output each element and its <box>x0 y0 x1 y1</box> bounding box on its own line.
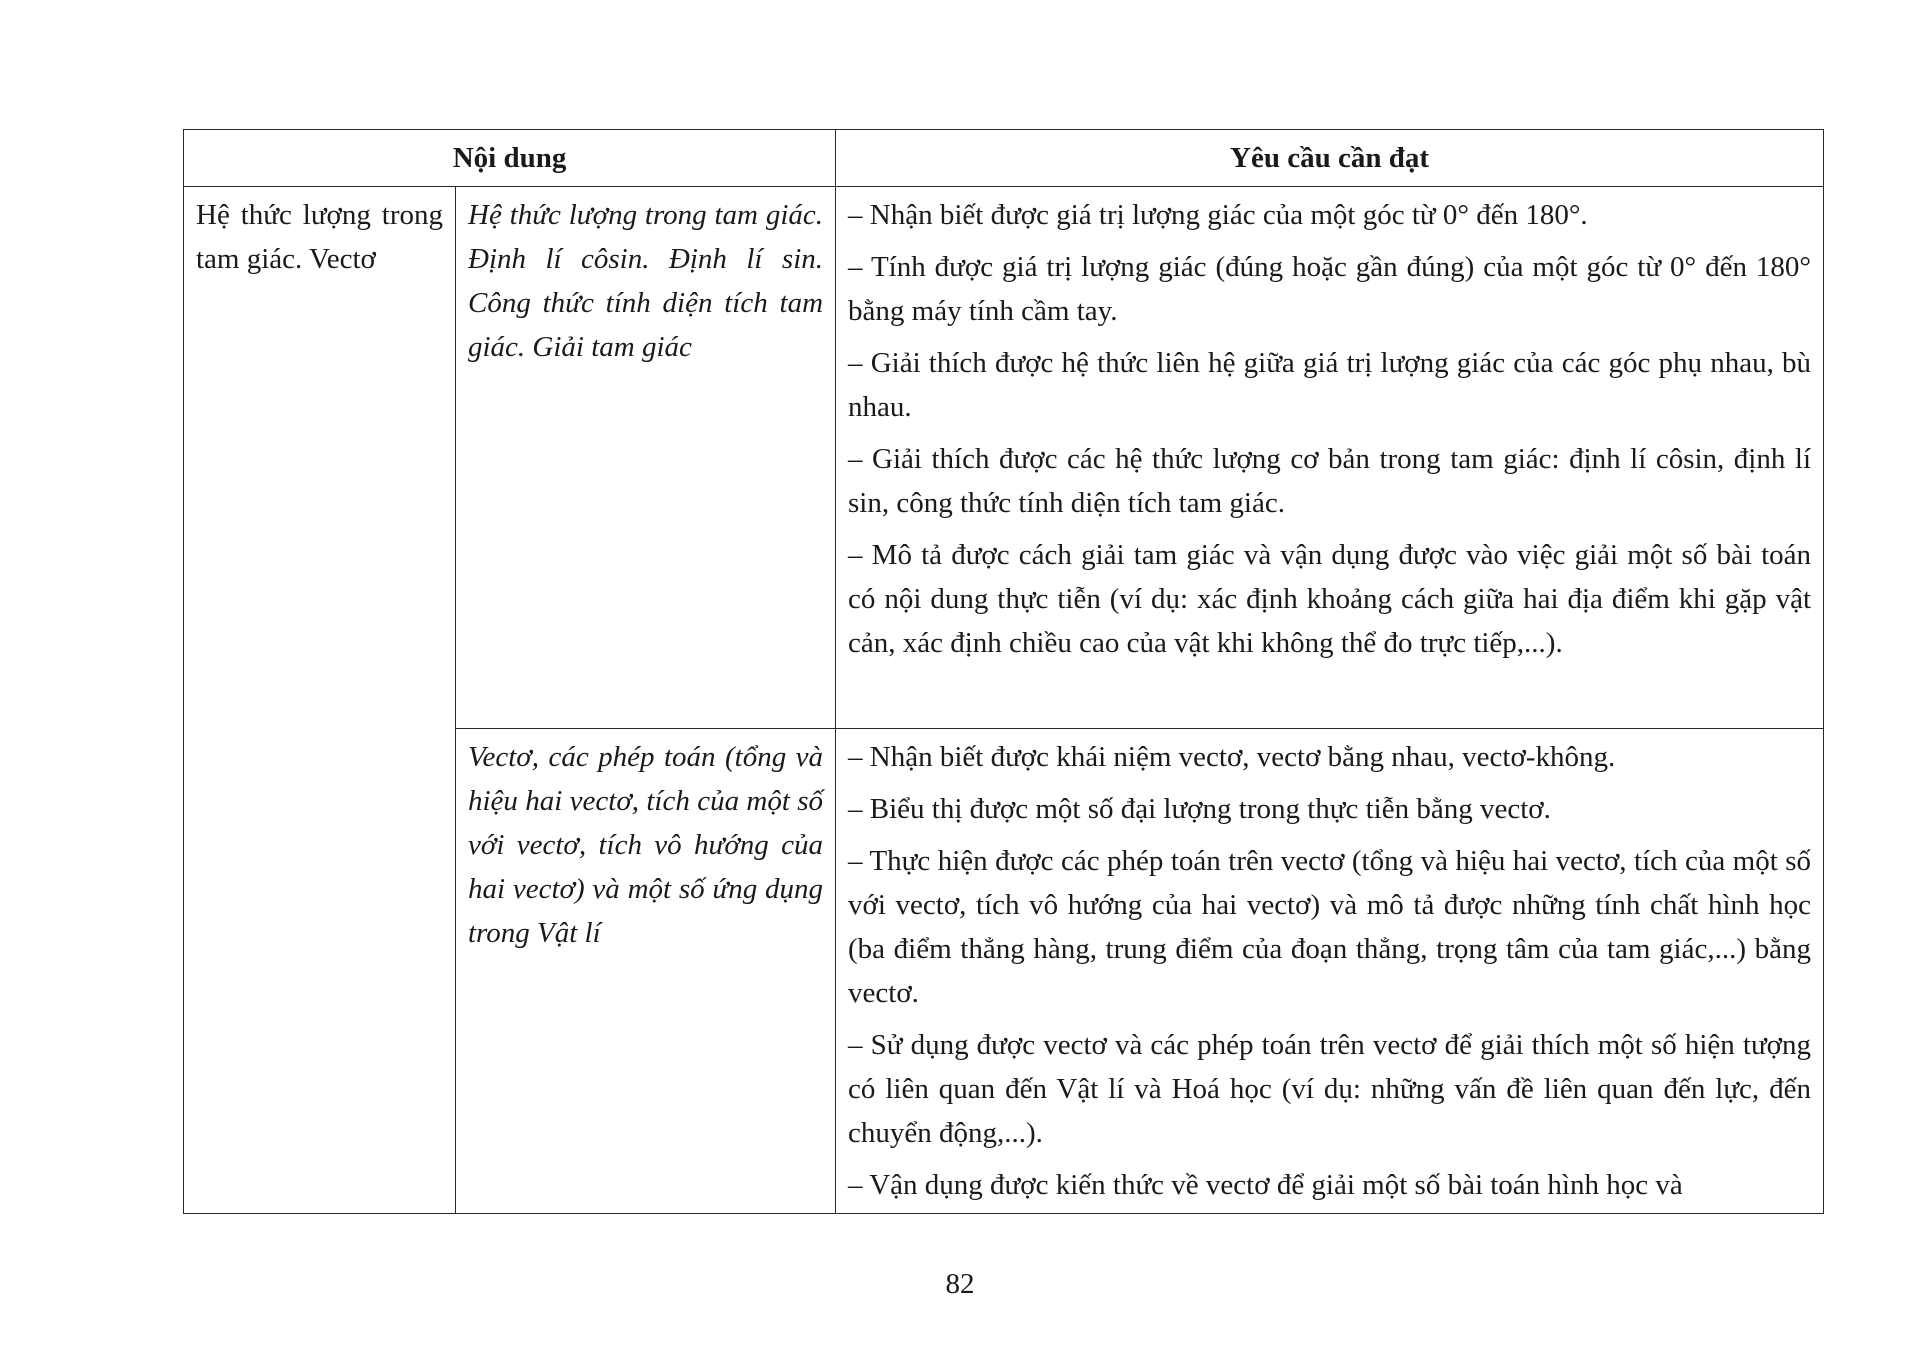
header-requirements: Yêu cầu cần đạt <box>836 130 1824 187</box>
requirement-item: – Vận dụng được kiến thức về vectơ để giải một số bài toán hình học và <box>848 1169 1683 1201</box>
header-content: Nội dung <box>184 130 836 187</box>
subtopic-cell <box>456 729 836 1214</box>
requirement-item: – Thực hiện được các phép toán trên vectơ (tổng và hiệu hai vectơ, tích của một số với vectơ, tích vô hướng của hai vectơ) và mô tả được những tính chất hình học (ba điểm thẳng hàng, trung điểm của đoạn thẳng, trọng tâm của tam giác,...) bằng vectơ. <box>848 845 1812 1009</box>
subtopic-cell <box>456 187 836 729</box>
curriculum-table <box>183 129 1824 1214</box>
requirement-item: – Giải thích được hệ thức liên hệ giữa giá trị lượng giác của các góc phụ nhau, bù nhau. <box>848 347 1812 423</box>
requirement-item: – Tính được giá trị lượng giác (đúng hoặc gần đúng) của một góc từ 0° đến 180° bằng máy tính cầm tay. <box>848 251 1812 327</box>
requirement-item: – Giải thích được các hệ thức lượng cơ bản trong tam giác: định lí côsin, định lí sin, công thức tính diện tích tam giác. <box>848 443 1812 519</box>
requirements-cell <box>836 187 1824 729</box>
requirement-item: – Sử dụng được vectơ và các phép toán trên vectơ để giải thích một số hiện tượng có liên quan đến Vật lí và Hoá học (ví dụ: những vấn đề liên quan đến lực, đến chuyển động,...). <box>848 1029 1812 1149</box>
subtopic-text: Hệ thức lượng trong tam giác. Định lí côsin. Định lí sin. Công thức tính diện tích tam giác. Giải tam giác <box>468 199 824 363</box>
table-header-row <box>184 130 1824 187</box>
table-row <box>184 187 1824 729</box>
requirement-item: – Biểu thị được một số đại lượng trong thực tiễn bằng vectơ. <box>848 793 1551 825</box>
requirements-cell <box>836 729 1824 1214</box>
topic-cell <box>184 187 456 1214</box>
requirement-item: – Nhận biết được giá trị lượng giác của một góc từ 0° đến 180°. <box>848 199 1588 231</box>
topic-text: Hệ thức lượng trong tam giác. Vectơ <box>196 199 443 275</box>
requirement-item: – Mô tả được cách giải tam giác và vận dụng được vào việc giải một số bài toán có nội dung thực tiễn (ví dụ: xác định khoảng cách giữa hai địa điểm khi gặp vật cản, xác định chiều cao của vật khi không thể đo trực tiếp,...). <box>848 539 1812 659</box>
page-number: 82 <box>945 1268 975 1300</box>
subtopic-text: Vectơ, các phép toán (tổng và hiệu hai vectơ, tích của một số với vectơ, tích vô hướng của hai vectơ) và một số ứng dụng trong Vật lí <box>468 741 824 949</box>
requirement-item: – Nhận biết được khái niệm vectơ, vectơ bằng nhau, vectơ-không. <box>848 741 1616 773</box>
